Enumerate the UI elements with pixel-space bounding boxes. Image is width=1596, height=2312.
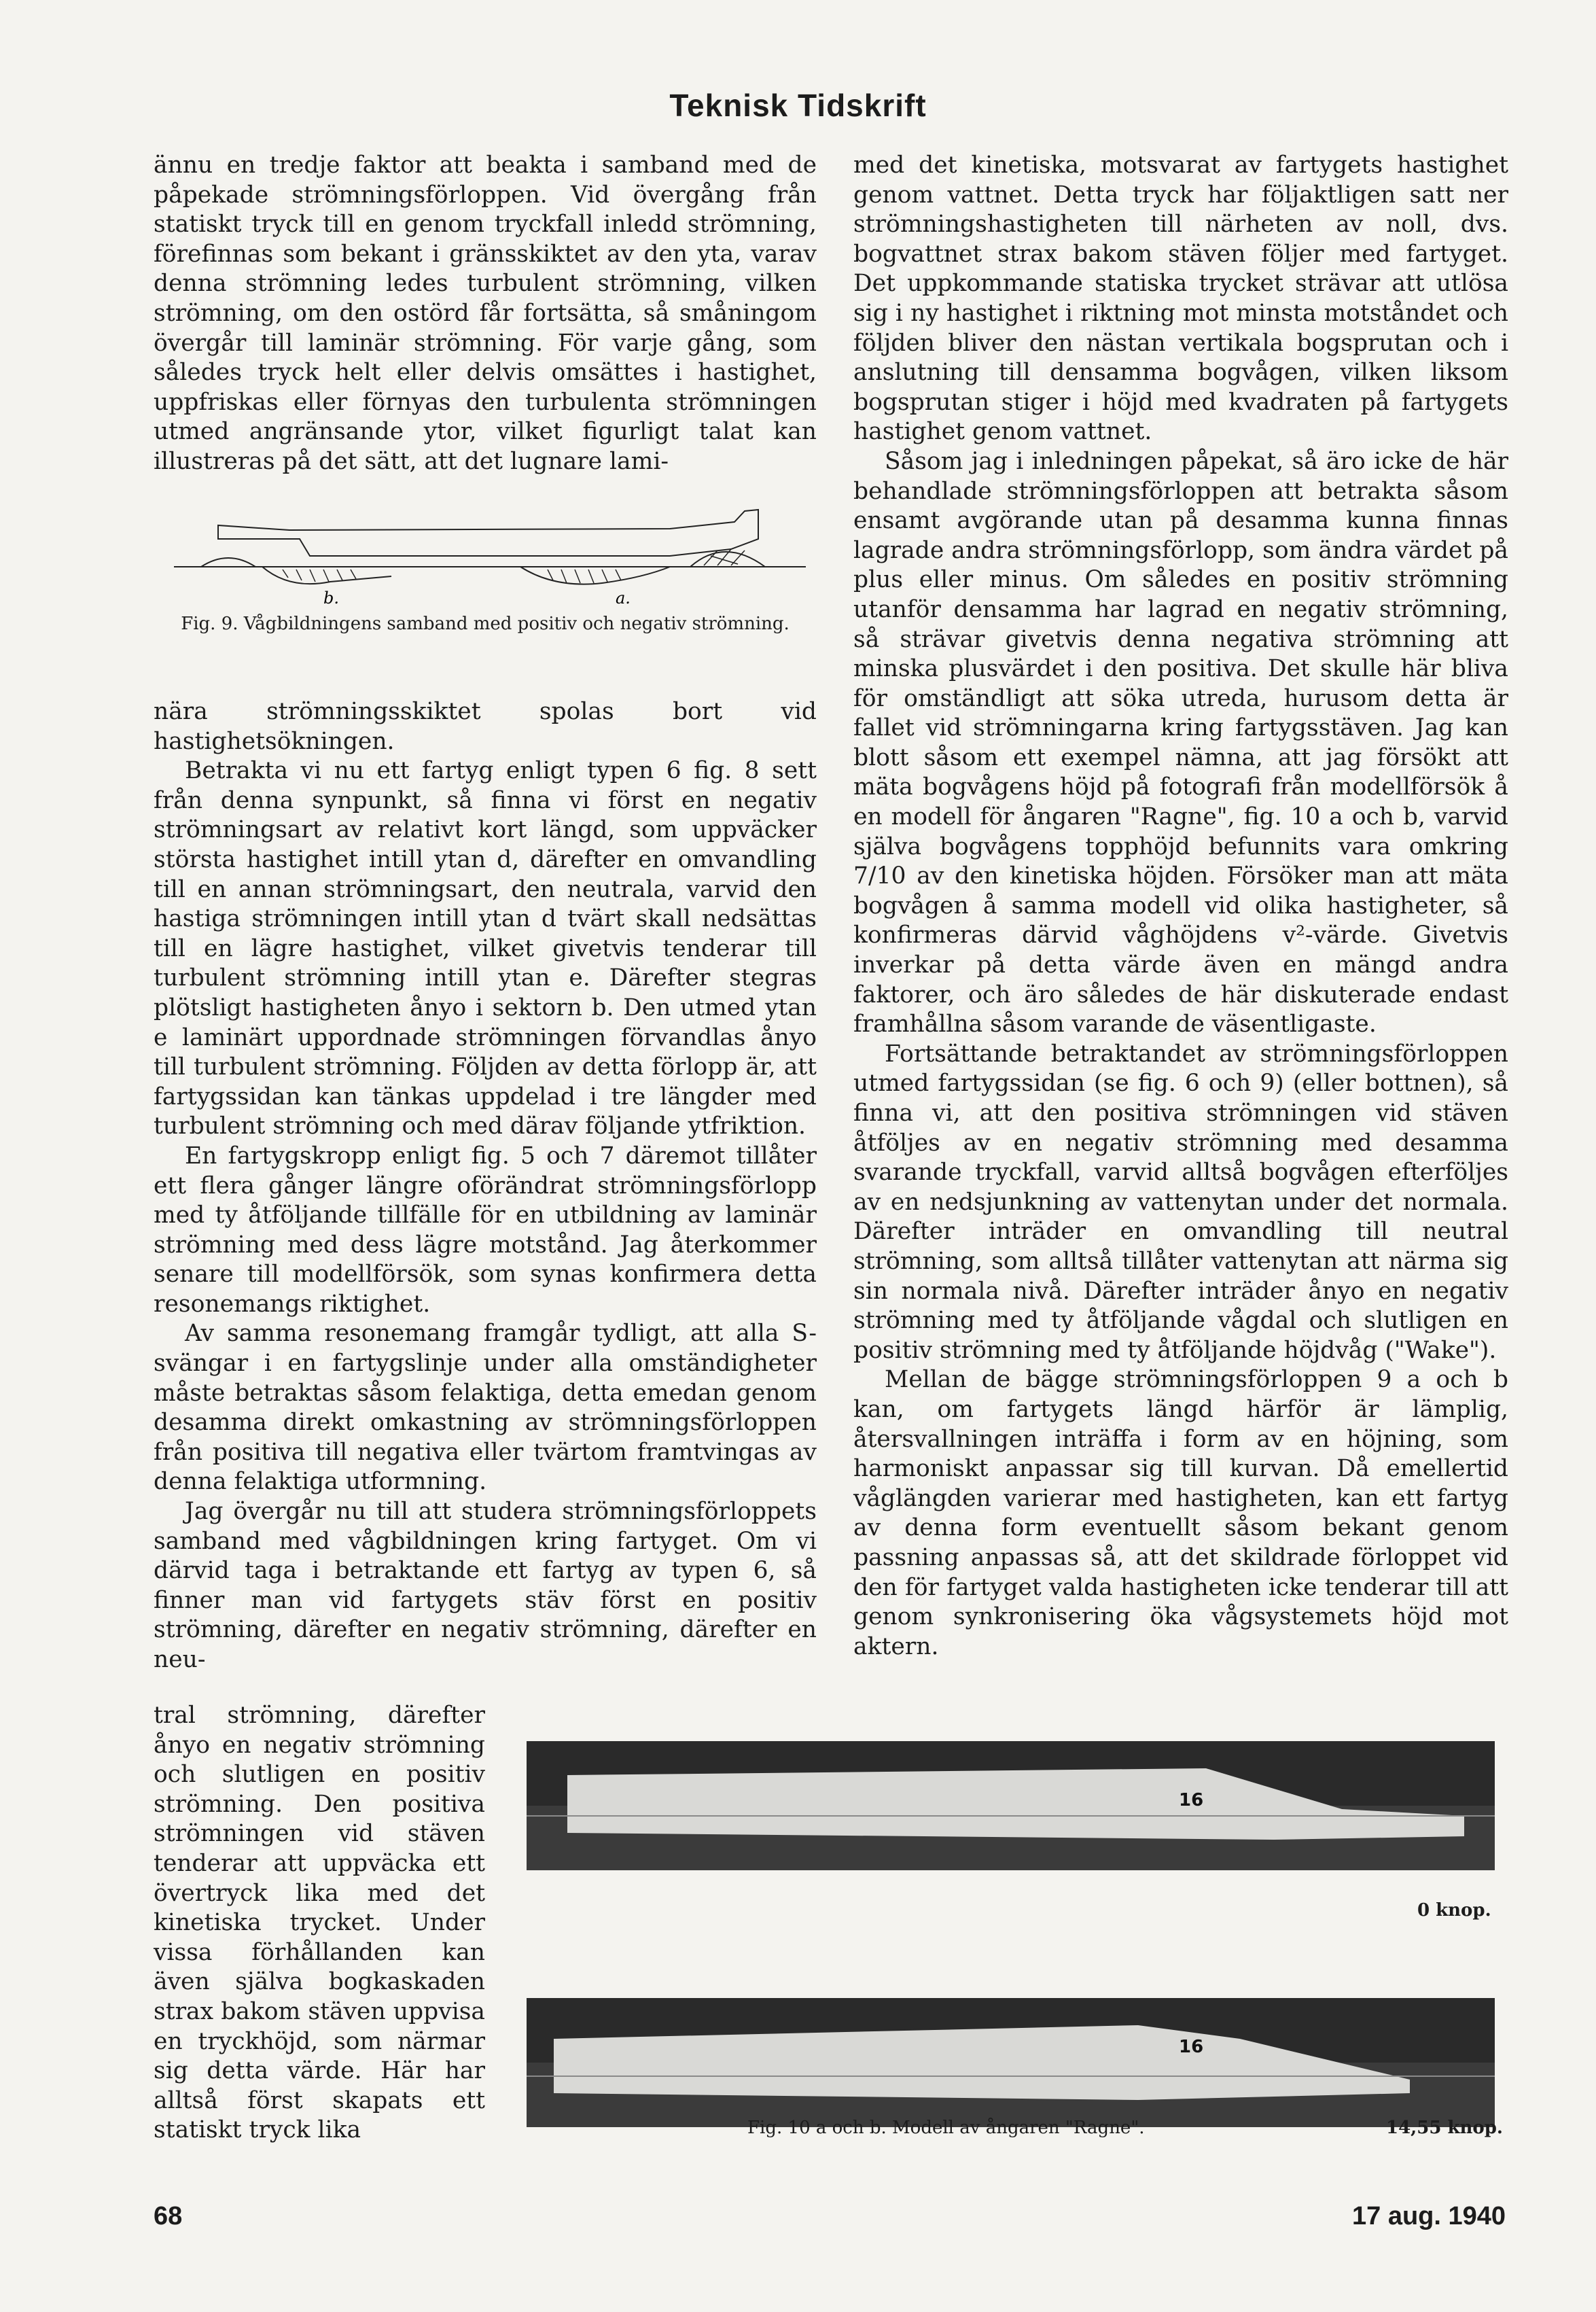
figure-10a-model-number: 16 [1179,1790,1204,1810]
paragraph: Mellan de bägge strömningsförloppen 9 a och b kan, om fartygets längd härför är lämplig, återsvallningen inträffa i form av en höjning, som harmoniskt anpassar sig till kurvan. Då emellertid våglängden varierar med hastigheten, kan ett fartyg av denna form eventuellt såsom bekant genom passning anpassas så, att det skildrade förloppet vid den för fartyget valda hastigheten icke tenderar till att genom synkronisering öka vågsystemets höjd mot aktern. [853,1366,1508,1660]
figure-10b-speed: 14,55 knop. [1386,2118,1503,2138]
paragraph: Betraktа vi nu ett fartyg enligt typen 6 fig. 8 sett från denna synpunkt, så finna vi först en negativ strömningsart av relativt kort längd, som uppväcker största hastighet intill ytan d, därefter en omvandling till en annan strömningsart, den neutrala, varvid den hastiga strömningen intill ytan d tvärt skall nedsättas till en lägre hastighet, vilket givetvis tenderar till turbulent strömning intill ytan e. Därefter stegras plötsligt hastigheten ånyo i sektorn b. Den utmed ytan e laminärt uppordnade strömningen förvandlas ånyo till turbulent strömning. Följden av detta förlopp är, att fartygssidan kan tänkas uppdelad i tre längder med turbulent strömning och med därav följande ytfriktion. [154,757,817,1140]
figure-10b-model-number: 16 [1179,2037,1204,2057]
figure-10-caption: Fig. 10 a och b. Modell av ångaren "Ragne". [747,2118,1145,2138]
figure-10a-speed: 0 knop. [1417,1900,1491,1921]
paragraph: Jag övergår nu till att studera strömningsförloppets samband med vågbildningen kring fartyget. Om vi därvid taga i betraktande ett fartyg av typen 6, så finner man vid fartygets stäv först en positiv strömning, därefter en negativ strömning, därefter en neu- [154,1498,817,1673]
journal-header: Teknisk Tidskrift [669,88,927,123]
paragraph: Såsom jag i inledningen påpekat, så äro icke de här behandlade strömningsförloppen att betrakta såsom ensamt avgörande utan på desamma kunna finnas lagrade andra strömningsförlopp, som ändra värdet på plus eller minus. Om således en positiv strömning utanför densamma har lagrad en negativ strömning, så strävar givetvis denna negativa strömning att minska plusvärdet i den positiva. Det skulle här bliva för omständligt att söka utreda, hurusom detta är fallet vid strömningarna kring fartygsstäven. Jag kan blott såsom ett exempel nämna, att jag försökt att mäta bogvågens höjd på fotografi från modellförsök å en modell för ångaren "Ragne", fig. 10 a och b, varvid själva bogvågens topphöjd befunnits vara omkring 7/10 av den kinetiska höjden. Försöker man att mäta bogvågen å samma modell vid olika hastigheter, så konfirmeras därvid våghöjdens v²-värde. Givetvis inverkar på detta värde även en mängd andra faktorer, och äro således de här diskuterade endast framhållna såsom varande de väsentligaste. [853,447,1508,1038]
figure-10b-photo [527,1998,1495,2127]
paragraph: Fortsättande betraktandet av strömningsförloppen utmed fartygssidan (se fig. 6 och 9) (eller bottnen), så finna vi, att den positiva strömningen vid stäven åtföljes av en negativ strömning med desamma svarande tryckfall, varvid alltså bogvågen efterföljes av en nedsjunkning av vattenytan under det normala. Därefter inträder en omvandling till neutral strömning, som alltså tillåter vattenytan att närma sig sin normala nivå. Därefter inträder ånyo en negativ strömning med ty åtföljande vågdal och slutligen en positiv strömning med ty åtföljande höjdvåg ("Wake"). [853,1040,1508,1364]
left-column-top [154,151,817,477]
figure-9-caption: Fig. 9. Vågbildningens samband med positiv och negativ strömning. [181,614,790,634]
figure-9-diagram [154,502,817,610]
left-column-middle [154,697,817,1675]
paragraph: med det kinetiska, motsvarat av fartygets hastighet genom vattnet. Detta tryck har följaktligen satt ner strömningshastigheten till närheten av noll, dvs. bogvattnet strax bakom stäven följer med fartyget. Det uppkommande statiska trycket strävar att utlösa sig i ny hastighet i riktning mot minsta motståndet och följden bliver den nästan vertikala bogsprutan och i anslutning till densamma bogvågen, vilken liksom bogsprutan stiger i höjd med kvadraten på fartygets hastighet genom vattnet. [853,152,1508,446]
paragraph: En fartygskropp enligt fig. 5 och 7 däremot tillåter ett flera gånger längre oförändrat strömningsförlopp med ty åtföljande tillfälle för en utbildning av laminär strömning med dess lägre motstånd. Jag återkommer senare till modellförsök, som synas konfirmera detta resonemangs riktighet. [154,1142,817,1318]
figure-9-label-a: a. [616,589,631,608]
right-column [853,151,1508,1662]
paragraph: nära strömningsskiktet spolas bort vid hastighetsökningen. [154,698,817,755]
paragraph: ännu en tredje faktor att beakta i samband med de påpekade strömningsförloppen. Vid övergång från statiskt tryck till en genom tryckfall inledd strömning, förefinnas som bekant i gränsskiktet av den yta, varav denna strömning ledes turbulent strömning, vilken strömning, om den ostörd får fortsätta, så småningom övergår till laminär strömning. För varje gång, som således tryck helt eller delvis omsättes i hastighet, uppfriskas eller förnyas den turbulenta strömningen utmed angränsande ytor, vilket figurligt talat kan illustreras på det sätt, att det lugnare lami- [154,152,817,475]
figure-9-label-b: b. [323,589,339,608]
page-number: 68 [154,2202,183,2230]
paragraph: tral strömning, därefter ånyo en negativ strömning och slutligen en positiv strömning. Den positiva strömningen vid stäven tenderar att uppväcka ett övertryck lika med det kinetiska trycket. Under vissa förhållanden kan även själva bogkaskaden strax bakom stäven uppvisa en tryckhöjd, som närmar sig detta värde. Här har alltså först skapats ett statiskt tryck lika [154,1702,485,2144]
paragraph: Av samma resonemang framgår tydligt, att alla S-svängar i en fartygslinje under alla omständigheter måste betraktas såsom felaktiga, detta emedan genom desamma direkt omkastning av strömningsförloppen från positiva till negativa eller tvärtom framtvingas av denna felaktiga utformning. [154,1320,817,1496]
figure-10a-photo [527,1741,1495,1870]
issue-date: 17 aug. 1940 [1352,2202,1506,2230]
left-column-narrow [154,1701,485,2145]
